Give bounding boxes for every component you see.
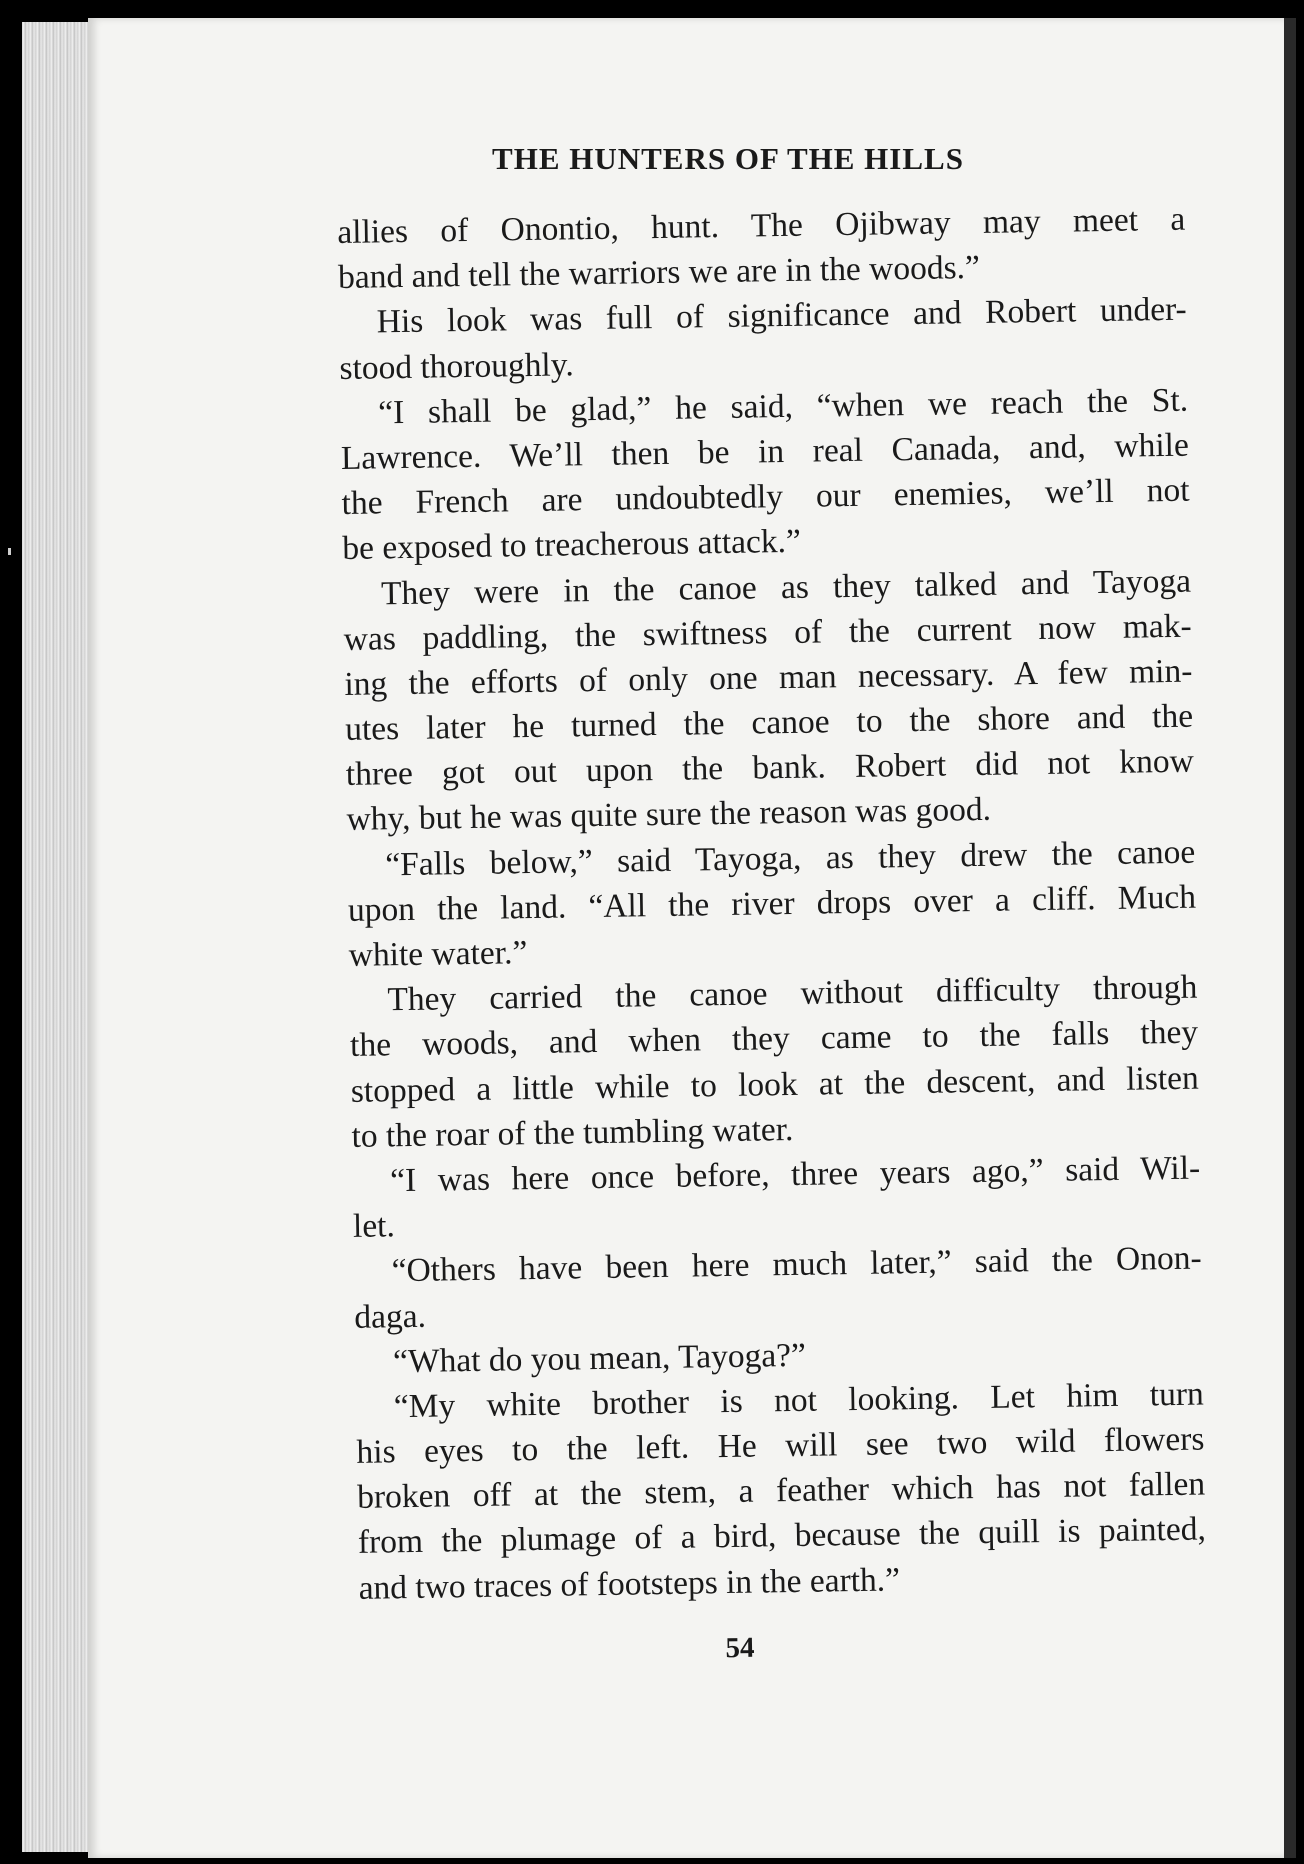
text-line: the woods, and when they came to the falls they [349, 1013, 1199, 1065]
text-line: to the roar of the tumbling water. [351, 1110, 794, 1155]
text-line: be exposed to treacherous attack.” [342, 523, 802, 568]
text-line: “Others have been here much later,” said the Onon- [391, 1239, 1202, 1290]
text-line: “I shall be glad,” he said, “when we reach the St. [377, 381, 1189, 432]
text-line: why, but he was quite sure the reason was good. [346, 791, 992, 839]
text-line: from the plumage of a bird, because the quill is painted, [357, 1510, 1207, 1562]
text-line: utes later he turned the canoe to the shore and the [344, 697, 1194, 748]
text-line: Lawrence. We’ll then be in real Canada, and, while [340, 426, 1190, 477]
text-line: was paddling, the swiftness of the current now mak- [343, 607, 1192, 658]
text-line: “What do you mean, Tayoga?” [392, 1336, 807, 1380]
body-text [337, 197, 1207, 1611]
page-gutter-shadow [1284, 18, 1296, 1858]
text-line: allies of Onontio, hunt. The Ojibway may meet a [337, 200, 1186, 251]
text-line: stopped a little while to look at the descent, and listen [350, 1059, 1200, 1110]
text-line: They were in the canoe as they talked and Tayoga [380, 562, 1192, 612]
text-line: ing the efforts of only one man necessary. A few min- [344, 652, 1193, 703]
text-line: “I was here once before, three years ago,” said Wil- [389, 1149, 1201, 1200]
text-line: They carried the canoe without difficulty through [387, 968, 1198, 1019]
running-head: THE HUNTERS OF THE HILLS [492, 141, 964, 176]
text-line: stood thoroughly. [339, 345, 574, 387]
text-line: broken off at the stem, a feather which has not fallen [356, 1465, 1206, 1517]
text-line: “Falls below,” said Tayoga, as they drew the canoe [384, 833, 1196, 883]
text-line: and two traces of footsteps in the earth.” [358, 1560, 901, 1607]
text-line: his eyes to the left. He will see two wild flowers [356, 1420, 1205, 1471]
text-line: “My white brother is not looking. Let him turn [393, 1375, 1204, 1426]
text-line: band and tell the warriors we are in the woods.” [337, 249, 981, 297]
page-stack-edge [22, 22, 92, 1852]
text-line: upon the land. “All the river drops over a cliff. Much [347, 878, 1197, 929]
page-number: 54 [725, 1631, 755, 1665]
text-line: let. [352, 1207, 396, 1245]
text-line: three got out upon the bank. Robert did not know [345, 742, 1195, 794]
text-line: His look was full of significance and Robert under- [376, 291, 1187, 341]
text-line: daga. [354, 1297, 427, 1336]
scan-speck [8, 548, 11, 555]
text-line: white water.” [348, 934, 528, 974]
text-line: the French are undoubtedly our enemies, we’ll not [341, 471, 1190, 523]
